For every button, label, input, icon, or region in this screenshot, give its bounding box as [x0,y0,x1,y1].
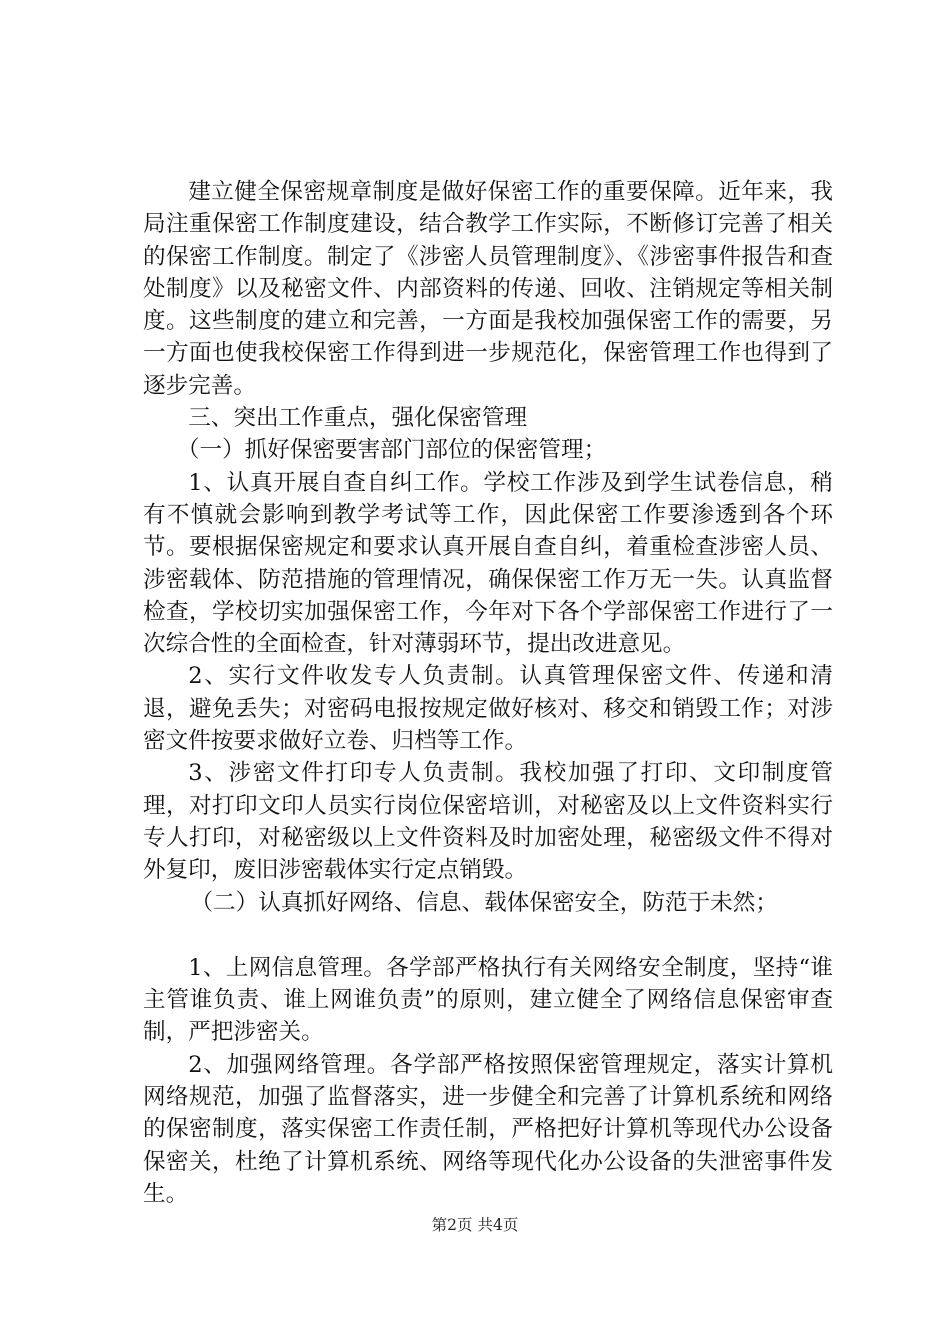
paragraph-item-1-self-inspection: 1、认真开展自查自纠工作。学校工作涉及到学生试卷信息，稍有不慎就会影响到教学考试等工作，因此保密工作要渗透到各个环节。要根据保密规定和要求认真开展自查自纠，着重检查涉密人员、涉密载体、防范措施的管理情况，确保保密工作万无一失。认真监督检查，学校切实加强保密工作，今年对下各个学部保密工作进行了一次综合性的全面检查，针对薄弱环节，提出改进意见。 [143,469,833,658]
paragraph-item-3-printing: 3、涉密文件打印专人负责制。我校加强了打印、文印制度管理，对打印文印人员实行岗位保密培训，对秘密及以上文件资料实行专人打印，对秘密级以上文件资料及时加密处理，秘密级文件不得对外复印，废旧涉密载体实行定点销毁。 [143,760,833,884]
blank-line [143,919,833,952]
section-heading-three: 三、突出工作重点，强化保密管理 [188,405,528,432]
page-number-footer: 第2页 共4页 [431,1216,519,1234]
paragraph-regulations: 建立健全保密规章制度是做好保密工作的重要保障。近年来，我局注重保密工作制度建设，结合教学工作实际，不断修订完善了相关的保密工作制度。制定了《涉密人员管理制度》、《涉密事件报告和查处制度》以及秘密文件、内部资料的传递、回收、注销规定等相关制度。这些制度的建立和完善，一方面是我校加强保密工作的需要，另一方面也使我校保密工作得到进一步规范化，保密管理工作也得到了逐步完善。 [143,179,833,399]
subsection-heading-two: （二）认真抓好网络、信息、载体保密安全，防范于未然； [190,889,778,916]
subsection-heading-one: （一）抓好保密要害部门部位的保密管理； [176,437,607,464]
paragraph-item-2-network: 2、加强网络管理。各学部严格按照保密管理规定，落实计算机网络规范，加强了监督落实，进一步健全和完善了计算机系统和网络的保密制度，落实保密工作责任制，严格把好计算机等现代办公设备保密关，杜绝了计算机系统、网络等现代化办公设备的失泄密事件发生。 [143,1051,833,1207]
document-body [143,176,833,1210]
paragraph-item-2-document-handling: 2、实行文件收发专人负责制。认真管理保密文件、传递和清退，避免丢失；对密码电报按规定做好核对、移交和销毁工作；对涉密文件按要求做好立卷、归档等工作。 [143,663,833,755]
paragraph-item-1-online-info: 1、上网信息管理。各学部严格执行有关网络安全制度，坚持“谁主管谁负责、谁上网谁负责”的原则，建立健全了网络信息保密审查制，严把涉密关。 [143,954,833,1046]
